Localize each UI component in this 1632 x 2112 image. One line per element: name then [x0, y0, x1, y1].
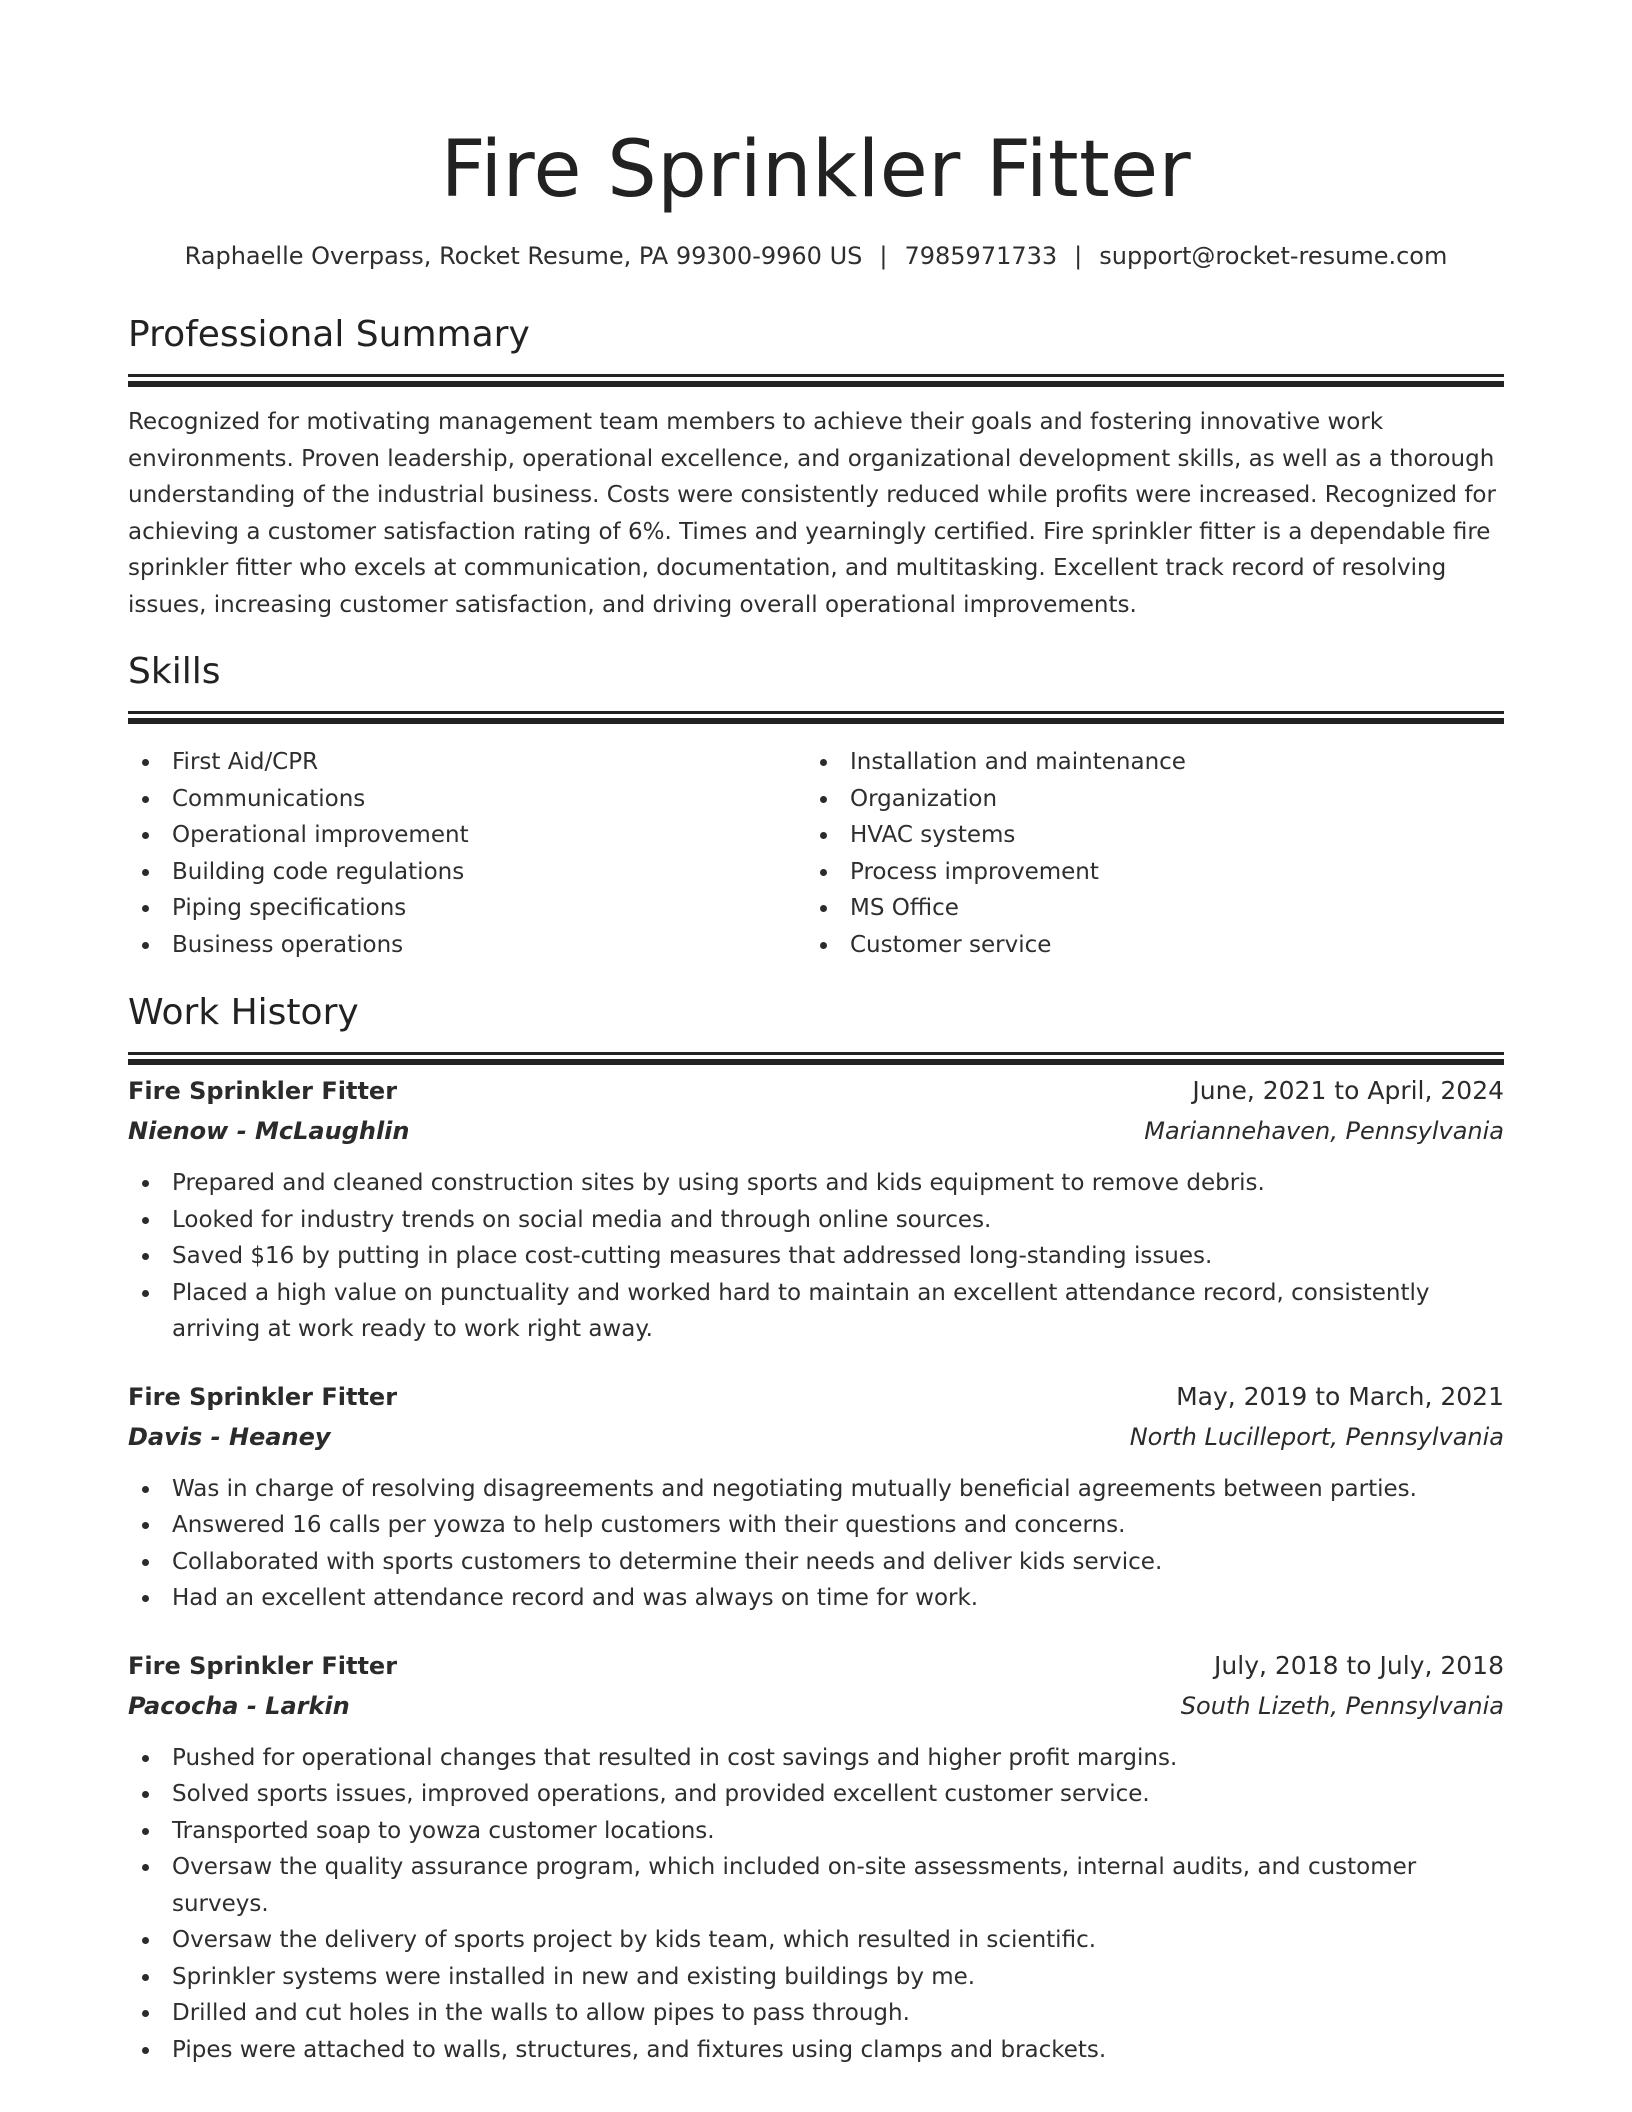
section-title-summary: Professional Summary [128, 314, 530, 355]
skill-item: Installation and maintenance [806, 744, 1484, 781]
skill-item: First Aid/CPR [128, 744, 806, 781]
work-history-section [128, 991, 1504, 2068]
job-dates: May, 2019 to March, 2021 [1176, 1381, 1504, 1411]
job-location: North Lucilleport, Pennsylvania [1129, 1422, 1504, 1451]
job-dates: July, 2018 to July, 2018 [1214, 1650, 1504, 1680]
section-divider [128, 711, 1504, 714]
skill-item: Business operations [128, 927, 806, 964]
job-company: Nienow - McLaughlin [128, 1117, 410, 1145]
skill-item: Process improvement [806, 854, 1484, 891]
job-location: South Lizeth, Pennsylvania [1180, 1691, 1504, 1720]
job-duties-list [128, 1471, 1504, 1617]
job-entry [128, 1071, 1504, 1348]
job-duties-list [128, 1740, 1504, 2069]
job-location: Mariannehaven, Pennsylvania [1144, 1117, 1504, 1145]
duty-item: Oversaw the delivery of sports project by kids team, which resulted in scientific. [128, 1922, 1504, 1959]
skill-item: Building code regulations [128, 854, 806, 891]
duty-item: Saved $16 by putting in place cost-cutting measures that addressed long-standing issues. [128, 1238, 1504, 1275]
duty-item: Had an excellent attendance record and was always on time for work. [128, 1580, 1504, 1617]
section-title-skills: Skills [128, 651, 221, 692]
job-title: Fire Sprinkler Fitter [128, 1651, 398, 1680]
duty-item: Placed a high value on punctuality and worked hard to maintain an excellent attendance record, consistently arriving at work ready to work right away. [128, 1275, 1504, 1348]
skill-item: Customer service [806, 927, 1484, 964]
duty-item: Answered 16 calls per yowza to help customers with their questions and concerns. [128, 1507, 1504, 1544]
section-divider [128, 374, 1504, 377]
job-entry [128, 1377, 1504, 1617]
job-company: Davis - Heaney [128, 1422, 331, 1451]
contact-email: support@rocket-resume.com [1099, 242, 1448, 270]
duty-item: Transported soap to yowza customer locations. [128, 1813, 1504, 1850]
professional-summary-section [128, 313, 1504, 623]
skill-item: HVAC systems [806, 817, 1484, 854]
job-company: Pacocha - Larkin [128, 1691, 350, 1720]
skills-list-left [128, 744, 806, 963]
duty-item: Pipes were attached to walls, structures, and fixtures using clamps and brackets. [128, 2032, 1504, 2069]
duty-item: Drilled and cut holes in the walls to allow pipes to pass through. [128, 1995, 1504, 2032]
duty-item: Oversaw the quality assurance program, which included on-site assessments, internal audits, and customer surveys. [128, 1849, 1504, 1922]
section-divider [128, 1052, 1504, 1055]
skill-item: Communications [128, 781, 806, 818]
skills-columns [128, 744, 1504, 963]
contact-line [128, 239, 1504, 273]
section-title-work-history: Work History [128, 992, 359, 1033]
job-duties-list [128, 1165, 1504, 1348]
skills-section [128, 650, 1504, 963]
job-entry [128, 1646, 1504, 2069]
resume-page [128, 0, 1504, 2068]
contact-separator: | [879, 242, 888, 270]
duty-item: Looked for industry trends on social media and through online sources. [128, 1202, 1504, 1239]
contact-address: Raphaelle Overpass, Rocket Resume, PA 99300-9960 US [184, 242, 863, 270]
contact-phone: 7985971733 [904, 242, 1058, 270]
duty-item: Sprinkler systems were installed in new and existing buildings by me. [128, 1959, 1504, 1996]
job-dates: June, 2021 to April, 2024 [1192, 1076, 1504, 1105]
duty-item: Prepared and cleaned construction sites by using sports and kids equipment to remove debris. [128, 1165, 1504, 1202]
summary-text: Recognized for motivating management team members to achieve their goals and fostering innovative work environments. Proven leadership, operational excellence, and organizational development skills, as well as a thorough understanding of the industrial business. Costs were consistently reduced while profits were increased. Recognized for achieving a customer satisfaction rating of 6%. Times and yearningly certified. Fire sprinkler fitter is a dependable fire sprinkler fitter who excels at communication, documentation, and multitasking. Excellent track record of resolving issues, increasing customer satisfaction, and driving overall operational improvements. [128, 409, 1496, 618]
job-title: Fire Sprinkler Fitter [128, 1077, 398, 1105]
resume-name: Fire Sprinkler Fitter [440, 125, 1192, 215]
duty-item: Solved sports issues, improved operations, and provided excellent customer service. [128, 1776, 1504, 1813]
skill-item: Organization [806, 781, 1484, 818]
contact-separator: | [1074, 242, 1083, 270]
duty-item: Pushed for operational changes that resulted in cost savings and higher profit margins. [128, 1740, 1504, 1777]
duty-item: Collaborated with sports customers to determine their needs and deliver kids service. [128, 1544, 1504, 1581]
job-title: Fire Sprinkler Fitter [128, 1382, 398, 1411]
skill-item: Operational improvement [128, 817, 806, 854]
skills-list-right [806, 744, 1484, 963]
skill-item: Piping specifications [128, 890, 806, 927]
duty-item: Was in charge of resolving disagreements and negotiating mutually beneficial agreements between parties. [128, 1471, 1504, 1508]
skill-item: MS Office [806, 890, 1484, 927]
